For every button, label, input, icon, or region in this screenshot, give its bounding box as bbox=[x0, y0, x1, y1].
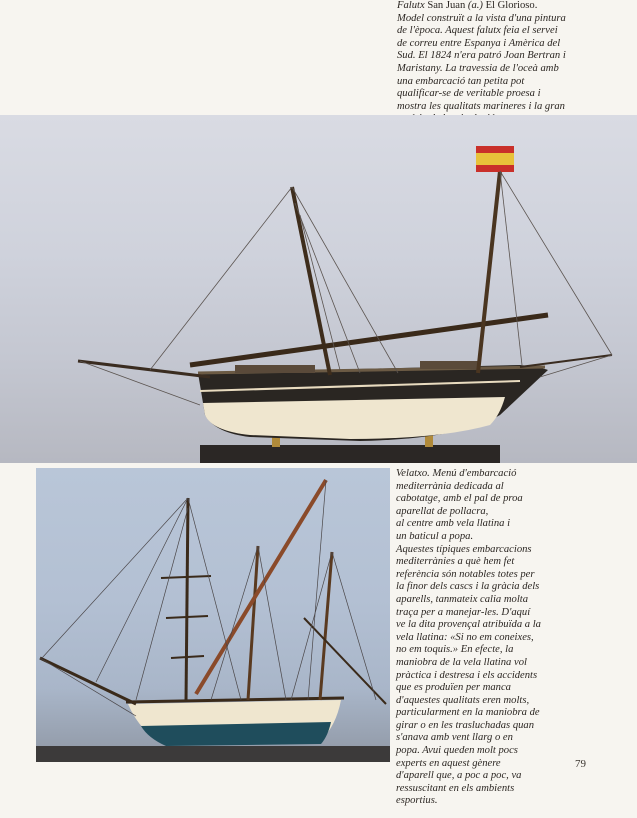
photo-falutx-model bbox=[0, 115, 637, 463]
caption-line: girar o en les trasluchadas quan bbox=[396, 719, 535, 731]
caption-line bbox=[397, 101, 635, 114]
caption-line bbox=[397, 38, 635, 51]
caption-run: Maristany. La travessia de l'oceà amb bbox=[397, 62, 559, 74]
caption-line: Velatxo. Menú d'embarcació bbox=[396, 468, 517, 479]
caption-run: de correu entre Espanya i Amèrica del bbox=[397, 37, 561, 49]
caption-line: mediterrània dedicada al bbox=[396, 480, 504, 492]
caption-falutx bbox=[397, 0, 635, 126]
caption-run: San Juan bbox=[427, 0, 468, 11]
caption-line: aparellat de pollacra, bbox=[396, 505, 489, 517]
caption-run: El Glorioso. bbox=[485, 0, 538, 11]
caption-line: experts en aquest gènere bbox=[396, 757, 501, 769]
caption-line bbox=[397, 13, 635, 26]
caption-line: no em toquis.» En efecte, la bbox=[396, 644, 514, 656]
caption-line: referència són notables totes per bbox=[396, 568, 535, 580]
caption-line: aparells, tanmateix calia molta bbox=[396, 593, 529, 605]
caption-line bbox=[397, 0, 635, 13]
caption-line bbox=[397, 50, 635, 63]
caption-line: que es produïen per manca bbox=[396, 682, 511, 694]
caption-velatxo bbox=[396, 468, 632, 808]
caption-run: Falutx bbox=[397, 0, 428, 11]
caption-run: Sud. El 1824 n'era patró Joan Bertran i bbox=[397, 50, 566, 62]
caption-line bbox=[397, 76, 635, 89]
caption-line: s'anava amb vent llarg o en bbox=[396, 732, 513, 744]
caption-line: al centre amb vela llatina i bbox=[396, 518, 511, 530]
caption-line: esportius. bbox=[396, 795, 438, 807]
caption-line bbox=[397, 25, 635, 38]
caption-run: (a.) bbox=[467, 0, 486, 11]
caption-line: particularment en la maniobra de bbox=[396, 707, 540, 719]
caption-line: popa. Avui queden molt pocs bbox=[396, 745, 518, 757]
caption-line: cabotatge, amb el pal de proa bbox=[396, 493, 523, 505]
photo-velatxo-model bbox=[36, 468, 390, 762]
caption-run: qualificar-se de veritable proesa i bbox=[397, 88, 541, 100]
caption-line bbox=[397, 63, 635, 76]
caption-line: maniobra de la vela llatina vol bbox=[396, 656, 527, 668]
caption-run: mostra les qualitats marineres i la gran bbox=[397, 100, 565, 112]
caption-line: d'aquestes qualitats eren molts, bbox=[396, 694, 530, 706]
caption-line: traça per a manejar-les. D'aquí bbox=[396, 606, 531, 618]
page-number: 79 bbox=[575, 758, 586, 770]
caption-line: la finor dels cascs i la gràcia dels bbox=[396, 581, 540, 593]
caption-run: de l'època. Aquest falutx feia el servei bbox=[397, 25, 558, 37]
caption-line: pràctica i destresa i els accidents bbox=[396, 669, 538, 681]
caption-line: d'aparell que, a poc a poc, va bbox=[396, 770, 522, 782]
caption-run: Model construït a la vista d'una pintura bbox=[397, 12, 566, 24]
caption-line bbox=[397, 88, 635, 101]
caption-line: un baticul a popa. bbox=[396, 530, 474, 542]
caption-line: mediterrànies a què hem fet bbox=[396, 556, 515, 568]
caption-line: Aquestes típiques embarcacions bbox=[396, 543, 532, 555]
velatxo-ship-illustration bbox=[36, 468, 390, 762]
caption-line: vela llatina: «Si no em coneixes, bbox=[396, 631, 534, 643]
caption-line: ressuscitant en els ambients bbox=[396, 782, 515, 794]
falutx-ship-illustration bbox=[0, 115, 637, 463]
caption-line: ve la dita provençal atribuïda a la bbox=[396, 619, 541, 631]
caption-run: una embarcació tan petita pot bbox=[397, 75, 525, 87]
